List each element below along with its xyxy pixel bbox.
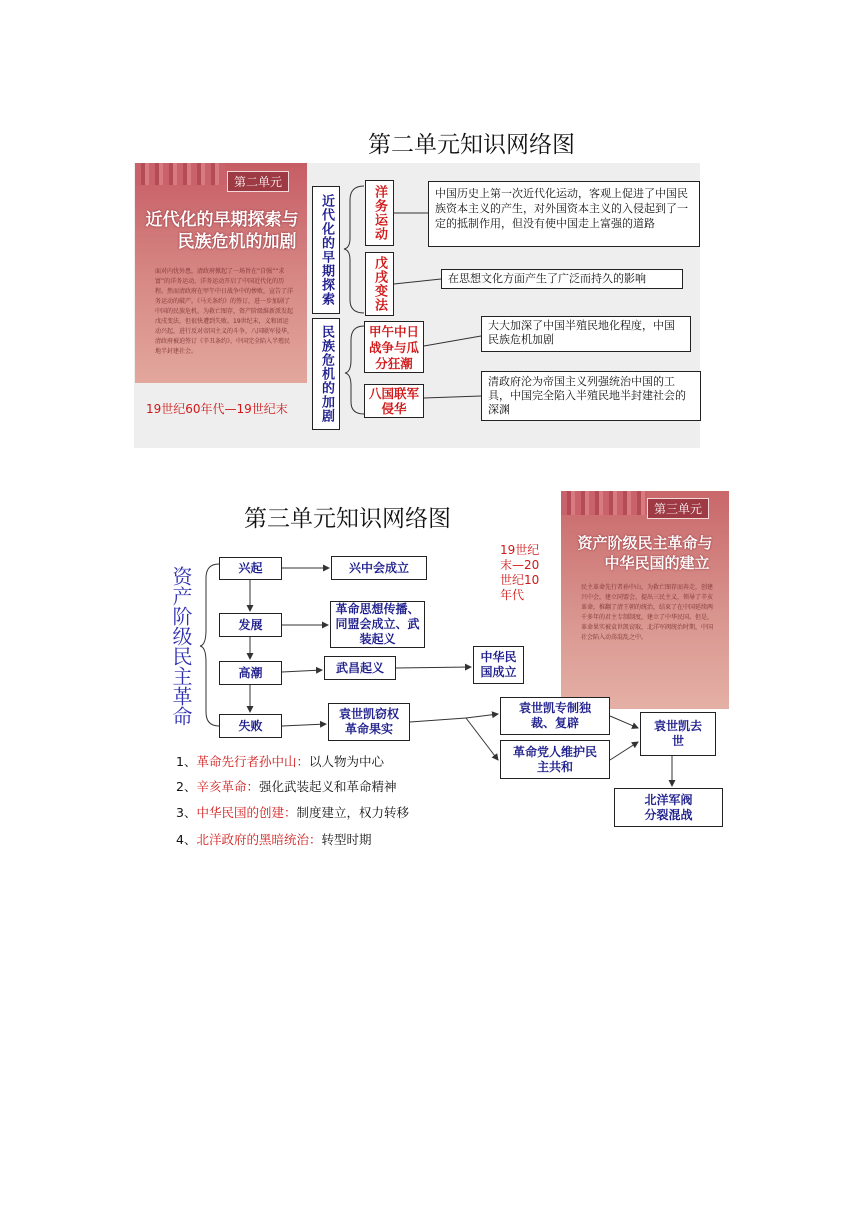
summary-num: 3、 [176, 805, 197, 820]
unit3-cover-body: 民主革命先行者孙中山，为救亡图存而奔走，创建兴中会，建立同盟会，提出三民主义，领导了辛亥革命，推翻了清王朝的统治，结束了在中国延续两千多年的君主专制制度，建立了中华民国。但是，革命果实被袁世凯窃取，北洋军阀统治时期，中国社会陷入动荡混乱之中。 [581, 584, 714, 641]
summary-item-4 [176, 830, 371, 848]
summary-rest: 转型时期 [321, 832, 372, 847]
summary-key: 中华民国的创建： [196, 805, 297, 820]
unit2-desc-westernization: 中国历史上第一次近代化运动，客观上促进了中国民族资本主义的产生，对外国资本主义的入侵起到了一定的抵制作用，但没有使中国走上富强的道路 [428, 181, 700, 247]
summary-rest: 制度建立，权力转移 [296, 805, 409, 820]
flow-defend: 革命党人维护民主共和 [500, 740, 610, 779]
summary-item-3 [176, 803, 409, 821]
flow-develop-detail: 革命思想传播、同盟会成立、武装起义 [330, 601, 425, 648]
summary-key: 北洋政府的黑暗统治： [196, 832, 322, 847]
summary-rest: 以人物为中心 [308, 754, 384, 769]
flow-autocracy: 袁世凯专制独裁、复辟 [500, 697, 610, 735]
unit3-cover-title-line2: 中华民国的建立 [604, 554, 710, 572]
unit3-vertical-label: 资产阶级民主革命 [169, 566, 193, 726]
summary-key: 辛亥革命： [196, 779, 259, 794]
flow-usurp: 袁世凯窃权革命果实 [328, 703, 410, 741]
flow-wuchang: 武昌起义 [324, 656, 396, 680]
summary-rest: 强化武装起义和革命精神 [258, 779, 397, 794]
unit2-item-eight-nation: 八国联军侵华 [364, 384, 424, 418]
unit2-desc-sino-japanese-war: 大大加深了中国半殖民地化程度，中国民族危机加剧 [481, 316, 691, 352]
unit3-period: 19世纪末—20世纪10年代 [500, 543, 540, 602]
flow-climax: 高潮 [219, 661, 282, 685]
unit3-cover-title-line1: 资产阶级民主革命与 [577, 534, 713, 552]
flow-develop: 发展 [219, 613, 282, 637]
summary-num: 4、 [176, 832, 197, 847]
unit2-group-early-exploration: 近代化的早期探索 [312, 186, 340, 314]
unit2-desc-eight-nation: 清政府沦为帝国主义列强统治中国的工具，中国完全陷入半殖民地半封建社会的深渊 [481, 371, 701, 421]
flow-warlords: 北洋军阀分裂混战 [614, 788, 723, 827]
flow-xingzhonghui: 兴中会成立 [331, 556, 427, 580]
summary-num: 2、 [176, 779, 197, 794]
summary-key: 革命先行者孙中山： [196, 754, 309, 769]
unit3-title: 第三单元知识网络图 [244, 506, 451, 532]
summary-item-1 [176, 752, 384, 770]
unit2-cover-title-line2: 民族危机的加剧 [177, 232, 297, 252]
unit2-title: 第二单元知识网络图 [368, 132, 575, 158]
unit2-cover-body: 面对内忧外患，清政府掀起了一场旨在“自强”“求富”的洋务运动，洋务运动开启了中国近代化的历程。然而清政府在甲午中日战争中的惨败，宣告了洋务运动的破产。《马关条约》的签订，进一步加剧了中国的民族危机。为救亡图存，资产阶级维新派发起戊戌变法，但很快遭到失败。19世纪末，义和团运动兴起，进行反对帝国主义的斗争，八国联军侵华，清政府被迫签订《辛丑条约》，中国完全陷入半殖民地半封建社会。 [155, 268, 293, 355]
flow-yuan-death: 袁世凯去世 [640, 712, 716, 756]
flow-fail: 失败 [219, 714, 282, 738]
flow-roc: 中华民国成立 [473, 646, 524, 684]
unit2-cover-title-line1: 近代化的早期探索与 [145, 210, 299, 230]
unit2-group-national-crisis: 民族危机的加剧 [312, 318, 340, 430]
unit2-desc-reform: 在思想文化方面产生了广泛而持久的影响 [441, 269, 683, 289]
flow-rise: 兴起 [219, 557, 282, 580]
unit2-item-sino-japanese-war: 甲午中日战争与瓜分狂潮 [364, 321, 424, 373]
unit2-item-westernization: 洋务运动 [365, 180, 394, 246]
unit2-period: 19世纪60年代—19世纪末 [146, 402, 288, 416]
unit2-item-reform: 戊戌变法 [365, 252, 394, 316]
summary-num: 1、 [176, 754, 197, 769]
summary-item-2 [176, 777, 396, 795]
unit2-cover-tag: 第二单元 [227, 171, 289, 192]
unit3-cover-tag: 第三单元 [647, 498, 709, 519]
